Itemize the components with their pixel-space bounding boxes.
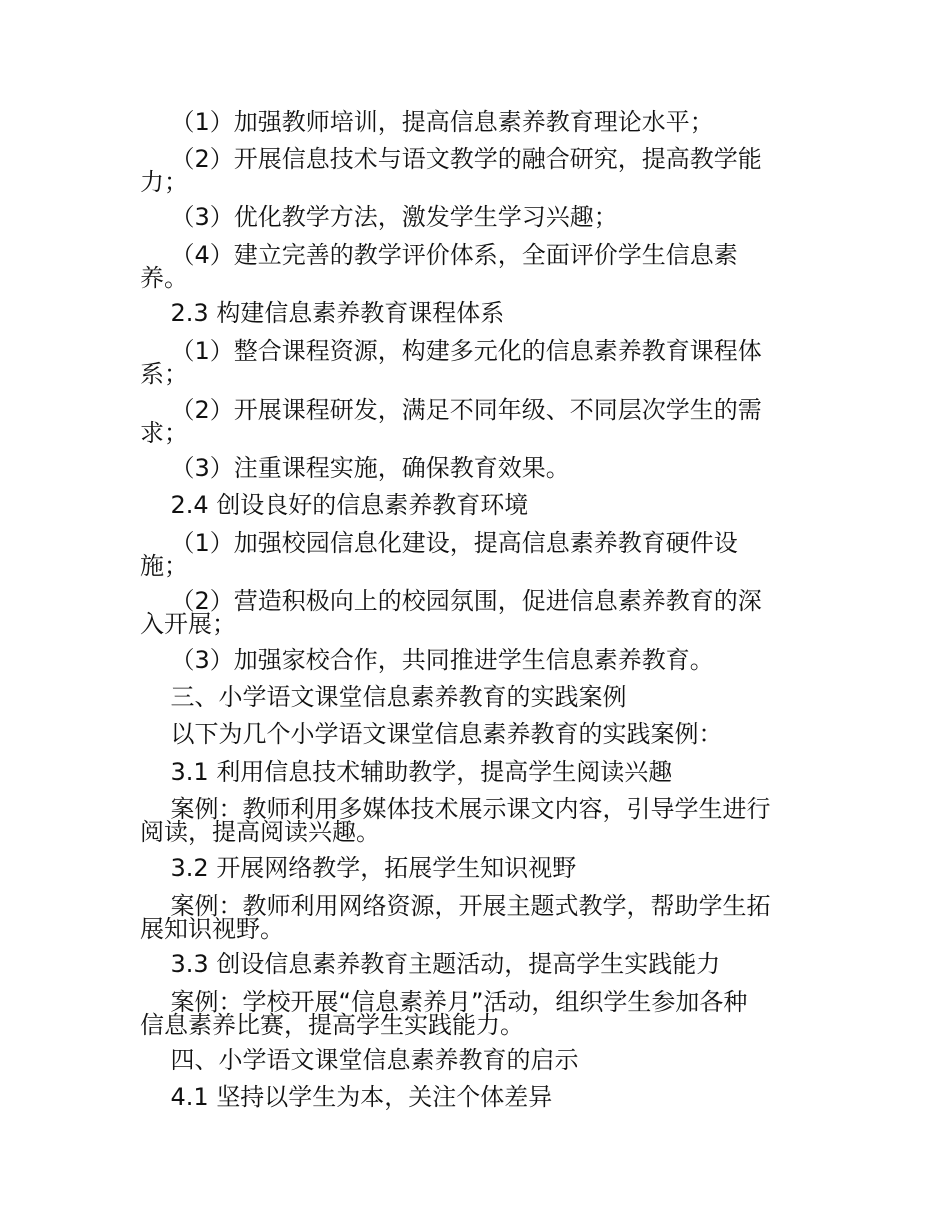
section-heading: 4.1 坚持以学生为本，关注个体差异 <box>140 1083 553 1111</box>
text-line: （3）优化教学方法，激发学生学习兴趣； <box>140 203 618 231</box>
text-line: （3）注重课程实施，确保教育效果。 <box>140 454 570 482</box>
text-line: （2）营造积极向上的校园氛围，促进信息素养教育的深 <box>140 587 762 615</box>
text-line: （2）开展课程研发，满足不同年级、不同层次学生的需 <box>140 396 762 424</box>
section-heading: 3.3 创设信息素养教育主题活动，提高学生实践能力 <box>140 950 721 978</box>
section-heading: 3.2 开展网络教学，拓展学生知识视野 <box>140 854 577 882</box>
text-line: （1）加强教师培训，提高信息素养教育理论水平； <box>140 108 714 136</box>
text-line: （4）建立完善的教学评价体系，全面评价学生信息素 <box>140 241 738 269</box>
text-line: 系； <box>140 360 188 388</box>
text-line: 以下为几个小学语文课堂信息素养教育的实践案例： <box>140 720 723 748</box>
text-line: 求； <box>140 419 188 447</box>
text-line: 案例：教师利用多媒体技术展示课文内容，引导学生进行 <box>140 795 771 823</box>
text-line: 信息素养比赛，提高学生实践能力。 <box>140 1011 524 1039</box>
text-line: 案例：学校开展“信息素养月”活动，组织学生参加各种 <box>140 988 748 1016</box>
text-line: （1）整合课程资源，构建多元化的信息素养教育课程体 <box>140 337 762 365</box>
chapter-heading: 三、小学语文课堂信息素养教育的实践案例 <box>140 683 627 711</box>
section-heading: 2.4 创设良好的信息素养教育环境 <box>140 491 529 519</box>
text-line: 入开展； <box>140 610 236 638</box>
section-heading: 3.1 利用信息技术辅助教学，提高学生阅读兴趣 <box>140 758 673 786</box>
text-line: 养。 <box>140 264 188 292</box>
text-line: 施； <box>140 552 188 580</box>
text-line: 阅读，提高阅读兴趣。 <box>140 818 380 846</box>
text-line: （2）开展信息技术与语文教学的融合研究，提高教学能 <box>140 145 762 173</box>
section-heading: 2.3 构建信息素养教育课程体系 <box>140 299 505 327</box>
text-line: （1）加强校园信息化建设，提高信息素养教育硬件设 <box>140 529 738 557</box>
text-line: （3）加强家校合作，共同推进学生信息素养教育。 <box>140 646 714 674</box>
text-line: 力； <box>140 168 188 196</box>
chapter-heading: 四、小学语文课堂信息素养教育的启示 <box>140 1046 579 1074</box>
text-line: 案例：教师利用网络资源，开展主题式教学，帮助学生拓 <box>140 892 771 920</box>
text-line: 展知识视野。 <box>140 915 284 943</box>
